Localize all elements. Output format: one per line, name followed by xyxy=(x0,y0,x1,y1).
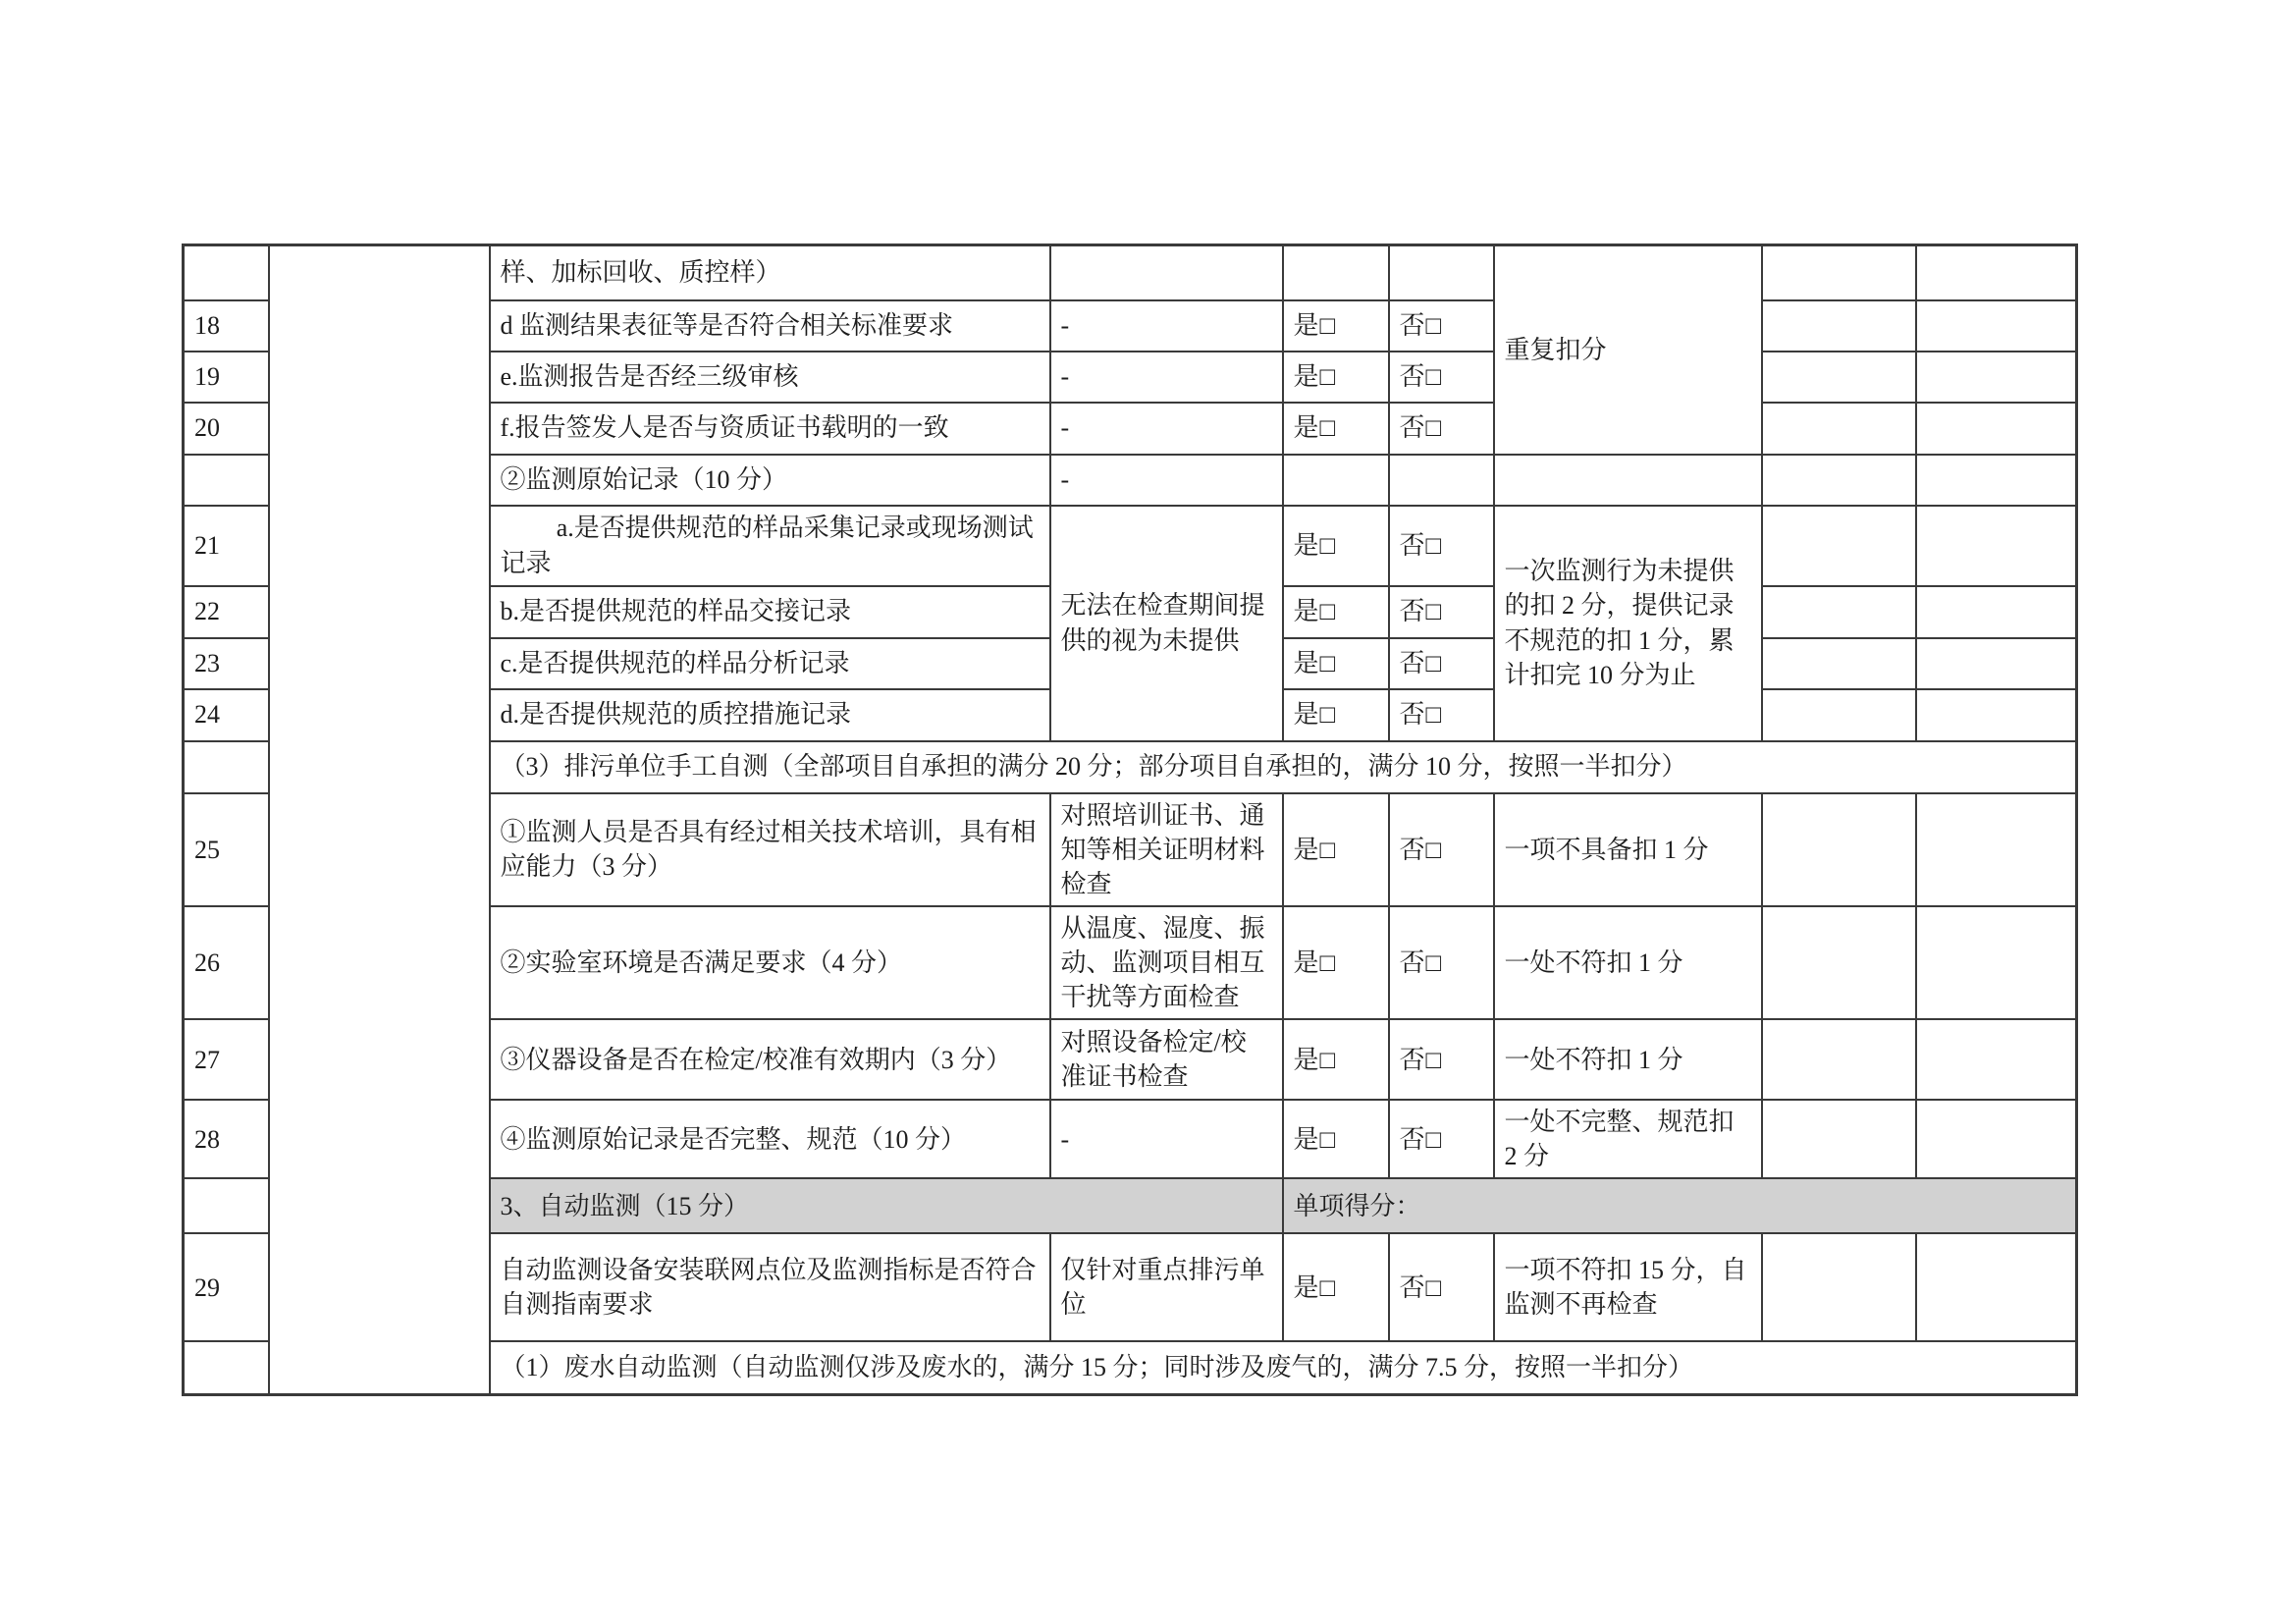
score-cell xyxy=(1762,1100,1916,1178)
item-text: c.是否提供规范的样品分析记录 xyxy=(490,638,1050,689)
item-text: a.是否提供规范的样品采集记录或现场测试记录 xyxy=(490,506,1050,586)
no-cell xyxy=(1389,245,1494,300)
remark-cell xyxy=(1916,1100,2077,1178)
score-cell xyxy=(1762,689,1916,741)
yes-checkbox[interactable]: 是□ xyxy=(1283,1100,1389,1178)
scoring-rule: 一次监测行为未提供的扣 2 分，提供记录不规范的扣 1 分，累计扣完 10 分为止 xyxy=(1494,506,1762,741)
yes-checkbox[interactable]: 是□ xyxy=(1283,1233,1389,1341)
no-checkbox[interactable]: 否□ xyxy=(1389,352,1494,403)
remark-cell xyxy=(1916,506,2077,586)
method-cell: 从温度、湿度、振动、监测项目相互干扰等方面检查 xyxy=(1050,906,1283,1019)
remark-cell xyxy=(1916,403,2077,455)
method-cell: 对照设备检定/校准证书检查 xyxy=(1050,1019,1283,1100)
score-cell xyxy=(1762,455,1916,506)
item-text: d.是否提供规范的质控措施记录 xyxy=(490,689,1050,741)
yes-checkbox[interactable]: 是□ xyxy=(1283,586,1389,638)
remark-cell xyxy=(1916,906,2077,1019)
yes-cell xyxy=(1283,245,1389,300)
section-title: 3、自动监测（15 分） xyxy=(490,1178,1283,1233)
no-checkbox[interactable]: 否□ xyxy=(1389,300,1494,352)
remark-cell xyxy=(1916,455,2077,506)
yes-checkbox[interactable]: 是□ xyxy=(1283,300,1389,352)
item-text: e.监测报告是否经三级审核 xyxy=(490,352,1050,403)
score-cell xyxy=(1762,1233,1916,1341)
no-checkbox[interactable]: 否□ xyxy=(1389,793,1494,906)
remark-cell xyxy=(1916,793,2077,906)
method-cell xyxy=(1050,245,1283,300)
yes-checkbox[interactable]: 是□ xyxy=(1283,506,1389,586)
remark-cell xyxy=(1916,352,2077,403)
no-checkbox[interactable]: 否□ xyxy=(1389,638,1494,689)
no-checkbox[interactable]: 否□ xyxy=(1389,689,1494,741)
yes-checkbox[interactable]: 是□ xyxy=(1283,638,1389,689)
row-number: 24 xyxy=(184,689,269,741)
remark-cell xyxy=(1916,300,2077,352)
score-cell xyxy=(1762,1019,1916,1100)
row-number xyxy=(184,245,269,300)
method-cell: 仅针对重点排污单位 xyxy=(1050,1233,1283,1341)
score-cell xyxy=(1762,300,1916,352)
no-checkbox[interactable]: 否□ xyxy=(1389,1019,1494,1100)
yes-checkbox[interactable]: 是□ xyxy=(1283,793,1389,906)
item-text: b.是否提供规范的样品交接记录 xyxy=(490,586,1050,638)
item-text: 自动监测设备安装联网点位及监测指标是否符合自测指南要求 xyxy=(490,1233,1050,1341)
row-number: 25 xyxy=(184,793,269,906)
row-number xyxy=(184,455,269,506)
yes-checkbox[interactable]: 是□ xyxy=(1283,689,1389,741)
yes-checkbox[interactable]: 是□ xyxy=(1283,1019,1389,1100)
no-checkbox[interactable]: 否□ xyxy=(1389,506,1494,586)
scoring-rule: 一处不符扣 1 分 xyxy=(1494,1019,1762,1100)
item-text: d 监测结果表征等是否符合相关标准要求 xyxy=(490,300,1050,352)
scoring-rule xyxy=(1494,455,1762,506)
yes-checkbox[interactable]: 是□ xyxy=(1283,906,1389,1019)
section-row: （1）废水自动监测（自动监测仅涉及废水的，满分 15 分；同时涉及废气的，满分 7.5 分，按照一半扣分） xyxy=(490,1341,2077,1394)
remark-cell xyxy=(1916,689,2077,741)
no-checkbox[interactable]: 否□ xyxy=(1389,1100,1494,1178)
assessment-table xyxy=(182,244,2078,1396)
method-cell: 对照培训证书、通知等相关证明材料检查 xyxy=(1050,793,1283,906)
row-number: 21 xyxy=(184,506,269,586)
yes-checkbox[interactable]: 是□ xyxy=(1283,403,1389,455)
remark-cell xyxy=(1916,1019,2077,1100)
row-number: 19 xyxy=(184,352,269,403)
remark-cell xyxy=(1916,245,2077,300)
item-text: f.报告签发人是否与资质证书载明的一致 xyxy=(490,403,1050,455)
score-cell xyxy=(1762,506,1916,586)
table-body xyxy=(184,245,2077,1395)
method-cell: - xyxy=(1050,352,1283,403)
row-number: 20 xyxy=(184,403,269,455)
scoring-rule: 一项不具备扣 1 分 xyxy=(1494,793,1762,906)
method-cell: - xyxy=(1050,1100,1283,1178)
row-number: 29 xyxy=(184,1233,269,1341)
table-row xyxy=(184,245,2077,300)
category-column xyxy=(269,245,490,1395)
item-text: ②监测原始记录（10 分） xyxy=(490,455,1050,506)
score-cell xyxy=(1762,793,1916,906)
item-text: ①监测人员是否具有经过相关技术培训，具有相应能力（3 分） xyxy=(490,793,1050,906)
row-number xyxy=(184,1341,269,1394)
no-cell xyxy=(1389,455,1494,506)
yes-cell xyxy=(1283,455,1389,506)
remark-cell xyxy=(1916,1233,2077,1341)
score-cell xyxy=(1762,403,1916,455)
section-row: （3）排污单位手工自测（全部项目自承担的满分 20 分；部分项目自承担的，满分 10 分，按照一半扣分） xyxy=(490,741,2077,793)
scoring-rule: 一处不符扣 1 分 xyxy=(1494,906,1762,1019)
item-text: ③仪器设备是否在检定/校准有效期内（3 分） xyxy=(490,1019,1050,1100)
score-cell xyxy=(1762,906,1916,1019)
scoring-rule: 一项不符扣 15 分，自监测不再检查 xyxy=(1494,1233,1762,1341)
row-number: 22 xyxy=(184,586,269,638)
row-number: 18 xyxy=(184,300,269,352)
item-text: ④监测原始记录是否完整、规范（10 分） xyxy=(490,1100,1050,1178)
no-checkbox[interactable]: 否□ xyxy=(1389,906,1494,1019)
no-checkbox[interactable]: 否□ xyxy=(1389,586,1494,638)
score-cell xyxy=(1762,638,1916,689)
row-number xyxy=(184,741,269,793)
scoring-rule: 一处不完整、规范扣 2 分 xyxy=(1494,1100,1762,1178)
yes-checkbox[interactable]: 是□ xyxy=(1283,352,1389,403)
row-number: 26 xyxy=(184,906,269,1019)
item-text-continued: 样、加标回收、质控样） xyxy=(490,245,1050,300)
score-cell xyxy=(1762,586,1916,638)
item-text: ②实验室环境是否满足要求（4 分） xyxy=(490,906,1050,1019)
row-number xyxy=(184,1178,269,1233)
row-number: 23 xyxy=(184,638,269,689)
no-checkbox[interactable]: 否□ xyxy=(1389,1233,1494,1341)
remark-cell xyxy=(1916,638,2077,689)
method-cell: - xyxy=(1050,455,1283,506)
no-checkbox[interactable]: 否□ xyxy=(1389,403,1494,455)
scoring-rule: 重复扣分 xyxy=(1494,245,1762,455)
score-cell xyxy=(1762,352,1916,403)
score-cell xyxy=(1762,245,1916,300)
remark-cell xyxy=(1916,586,2077,638)
row-number: 28 xyxy=(184,1100,269,1178)
method-cell: - xyxy=(1050,300,1283,352)
section-score-label: 单项得分： xyxy=(1283,1178,2077,1233)
method-cell: - xyxy=(1050,403,1283,455)
method-cell: 无法在检查期间提供的视为未提供 xyxy=(1050,506,1283,741)
row-number: 27 xyxy=(184,1019,269,1100)
